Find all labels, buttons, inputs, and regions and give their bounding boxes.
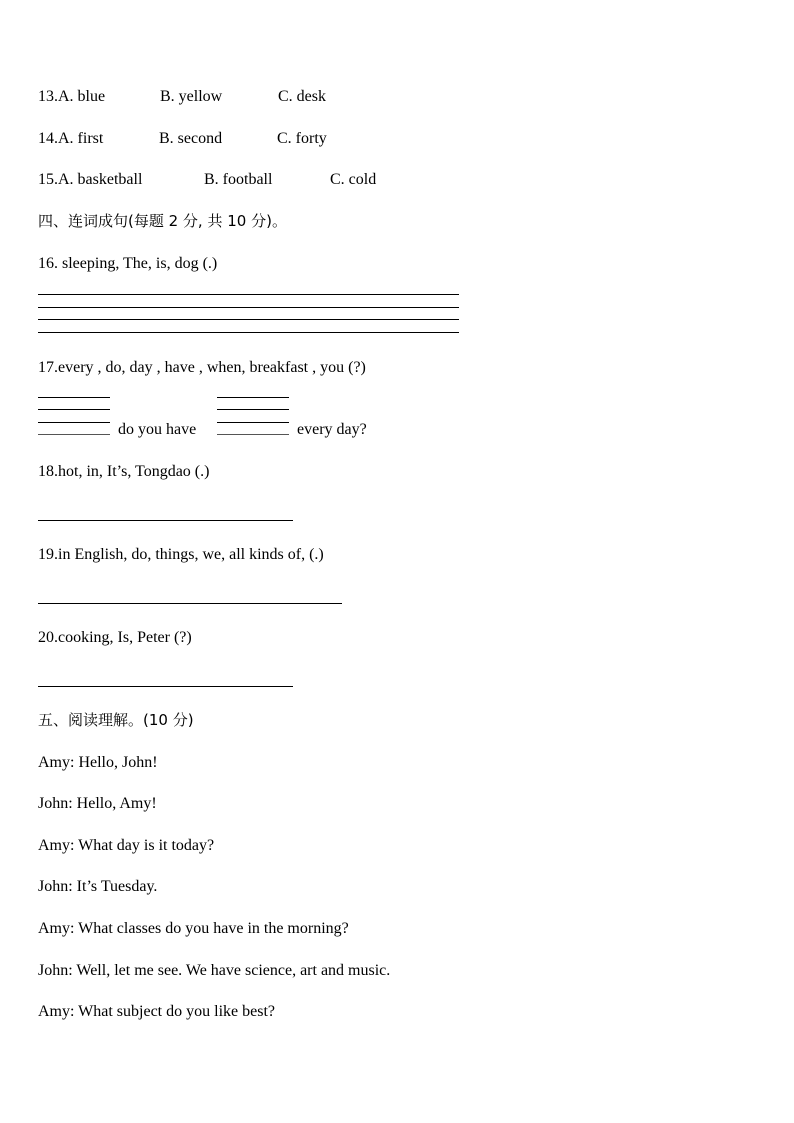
option-a: A. blue <box>58 88 106 105</box>
dialogue-line: Amy: Hello, John! <box>38 754 158 771</box>
dialogue-line: Amy: What subject do you like best? <box>38 1003 275 1020</box>
answer-line <box>38 397 110 398</box>
question-17-middle-text: do you have <box>118 421 197 438</box>
dialogue-line: Amy: What classes do you have in the morning? <box>38 920 349 937</box>
question-19-prompt: 19.in English, do, things, we, all kinds of, (.) <box>38 546 324 563</box>
answer-line <box>217 422 289 423</box>
question-20-answer-line[interactable] <box>38 686 293 687</box>
question-14 <box>38 129 103 149</box>
question-13-option-c: C. desk <box>278 88 326 105</box>
answer-line <box>38 409 110 410</box>
option-a: A. first <box>58 130 104 147</box>
question-18-answer-line[interactable] <box>38 520 293 521</box>
section-5-heading: 五、阅读理解。(10 分) <box>38 711 194 729</box>
dialogue-line: Amy: What day is it today? <box>38 837 215 854</box>
question-15 <box>38 170 142 190</box>
dialogue-line: John: It’s Tuesday. <box>38 878 158 895</box>
question-number: 13. <box>38 88 58 105</box>
answer-line <box>217 409 289 410</box>
option-a: A. basketball <box>58 171 143 188</box>
answer-line <box>38 422 110 423</box>
answer-line <box>38 332 459 333</box>
question-19-answer-line[interactable] <box>38 603 342 604</box>
question-13 <box>38 87 105 107</box>
answer-line <box>38 307 459 308</box>
question-15-option-c: C. cold <box>330 171 377 188</box>
question-14-option-c: C. forty <box>277 130 327 147</box>
question-number: 15. <box>38 171 58 188</box>
question-number: 14. <box>38 130 58 147</box>
dialogue-line: John: Well, let me see. We have science, art and music. <box>38 962 391 979</box>
question-16-prompt: 16. sleeping, The, is, dog (.) <box>38 255 218 272</box>
answer-line <box>38 434 110 435</box>
question-15-option-b: B. football <box>204 171 273 188</box>
question-13-option-b: B. yellow <box>160 88 223 105</box>
question-18-prompt: 18.hot, in, It’s, Tongdao (.) <box>38 463 210 480</box>
answer-line <box>38 294 459 295</box>
answer-line <box>38 319 459 320</box>
section-4-heading: 四、连词成句(每题 2 分, 共 10 分)。 <box>38 212 287 230</box>
answer-line <box>217 434 289 435</box>
answer-line <box>217 397 289 398</box>
question-17-prompt: 17.every , do, day , have , when, breakfast , you (?) <box>38 359 366 376</box>
question-20-prompt: 20.cooking, Is, Peter (?) <box>38 629 192 646</box>
dialogue-line: John: Hello, Amy! <box>38 795 157 812</box>
question-14-option-b: B. second <box>159 130 223 147</box>
question-17-end-text: every day? <box>297 421 367 438</box>
